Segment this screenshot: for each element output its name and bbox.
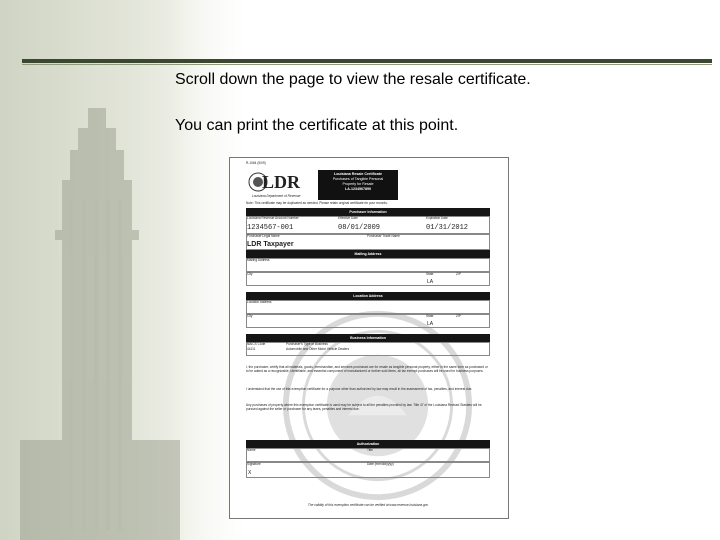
instruction-print: You can print the certificate at this point. <box>175 117 459 134</box>
trade-name-label: Purchaser Trade Name <box>367 234 400 238</box>
date-label: Date (mm/dd/yyyy) <box>367 462 394 466</box>
certification-paragraph-3: Any purchases of property where this exemption certificate is used may be subject to all the penalties provided by law. Title 47 of the Louisiana Revised Statutes will be pursued against the seller or purchaser for any taxes, penalties and interest due. <box>246 403 482 411</box>
certification-paragraph-2: I understand that the use of this exemption certificate for a purpose other than authorized by law may result in the assessment of tax, penalties, and interest due. <box>246 387 473 391</box>
location-state-label: State <box>426 314 434 318</box>
title-rule <box>22 59 712 63</box>
certificate-note: Note: This certificate may be duplicated as needed. Please retain original certificate for your records. <box>246 201 388 205</box>
location-label: Location Address <box>247 300 272 304</box>
location-city-label: City <box>247 314 253 318</box>
ldr-logo <box>248 170 310 202</box>
account-value: 1234567-001 <box>247 224 294 232</box>
title-rule-shadow <box>22 64 712 65</box>
business-row <box>246 342 490 356</box>
mailing-label: Mailing Address <box>247 258 270 262</box>
legal-name-value: LDR Taxpayer <box>247 241 294 248</box>
naics-label: NAICS Code <box>247 342 266 346</box>
logo-text: LDR <box>262 172 301 192</box>
effective-value: 08/01/2009 <box>338 224 381 232</box>
certificate-title-3: Property for Resale <box>342 182 374 186</box>
location-zip-label: ZIP <box>456 314 461 318</box>
signature-x: X <box>248 470 252 476</box>
location-row-2 <box>246 314 490 328</box>
name-label: Name <box>247 448 256 452</box>
certificate-number: LA-1234567890 <box>345 187 371 191</box>
business-type-value: Automobile and Other Motor Vehicle Dealers <box>286 347 350 351</box>
section-mailing: Mailing Address <box>246 250 490 258</box>
certificate-footer: The validity of this exemption certificate can be verified at www.revenue.louisiana.gov <box>307 503 429 507</box>
expiration-label: Expiration Date <box>426 216 448 220</box>
certificate-title-1: Louisiana Resale Certificate <box>334 172 382 176</box>
section-business: Business Information <box>246 334 490 342</box>
certificate-title-box <box>318 170 398 200</box>
instruction-scroll: Scroll down the page to view the resale certificate. <box>175 71 531 88</box>
mailing-city-label: City <box>247 272 253 276</box>
signature-label: Signature <box>247 462 261 466</box>
mailing-row-1 <box>246 258 490 272</box>
naics-value: 44111 <box>247 347 256 351</box>
location-state-value: LA <box>427 321 434 327</box>
mailing-zip-label: ZIP <box>456 272 461 276</box>
certification-paragraph-1: I, the purchaser, certify that all materials, goods, merchandise, and services purchased are for resale as tangible personal property, either in the same form as purchased or to be added as a recognizable, identifiable, and essential component of manufactured or further sold items, all tax exempt purchases will be used for business purposes. <box>246 365 488 373</box>
section-authorization: Authorization <box>246 440 490 448</box>
logo-subtitle: Louisiana Department of Revenue <box>252 194 301 198</box>
mailing-state-value: LA <box>427 279 434 285</box>
mailing-row-2 <box>246 272 490 286</box>
form-number: R-1064 (5/09) <box>246 161 266 165</box>
section-purchaser: Purchaser Information <box>246 208 490 216</box>
business-type-label: Purchaser's Type of Business <box>286 342 328 346</box>
location-row-1 <box>246 300 490 314</box>
account-label: Louisiana Revenue Account Number <box>247 216 299 220</box>
expiration-value: 01/31/2012 <box>426 224 469 232</box>
title-label: Title <box>367 448 373 452</box>
certificate-title-2: Purchases of Tangible Personal <box>332 177 384 181</box>
resale-certificate-image <box>229 157 509 519</box>
section-location: Location Address <box>246 292 490 300</box>
effective-label: Effective Date <box>338 216 358 220</box>
legal-name-label: Purchaser Legal Name <box>247 234 280 238</box>
mailing-state-label: State <box>426 272 434 276</box>
